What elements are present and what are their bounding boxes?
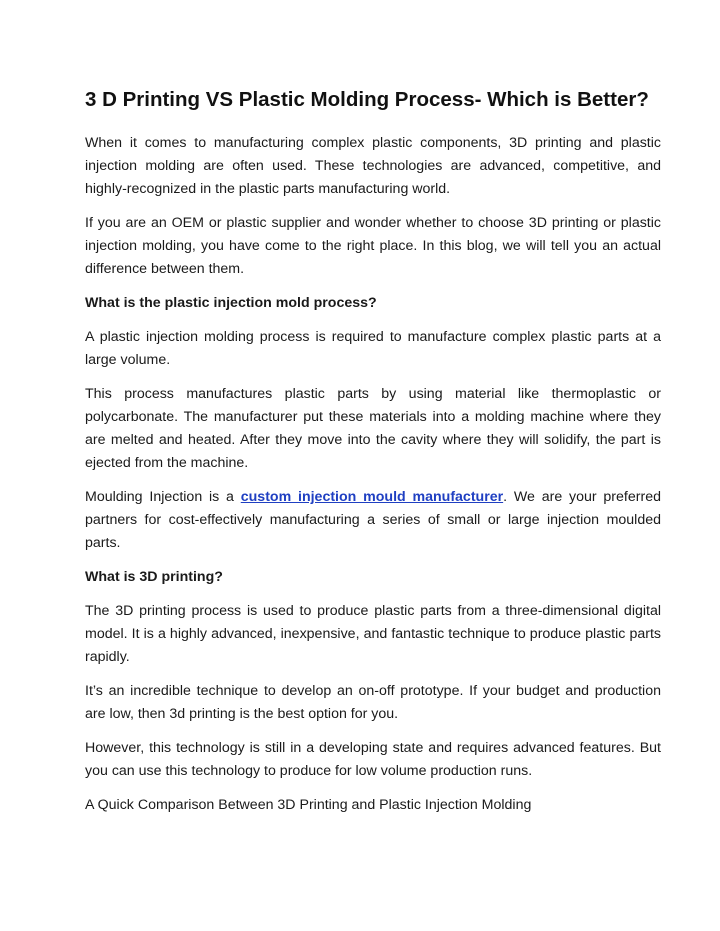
paragraph-comparison-heading: A Quick Comparison Between 3D Printing and Plastic Injection Molding	[85, 797, 532, 813]
paragraph-oem: If you are an OEM or plastic supplier and wonder whether to choose 3D printing or plastic injection molding, you have come to the right place. In this blog, we will tell you an actual difference between them.	[85, 215, 661, 277]
manufacturer-text-after: . We are your preferred partners for cost-effectively manufacturing a series of small or large injection moulded parts.	[85, 489, 661, 551]
paragraph-developing-state: However, this technology is still in a developing state and requires advanced features. But you can use this technology to produce for low volume production runs.	[85, 740, 661, 779]
paragraph-intro: When it comes to manufacturing complex plastic components, 3D printing and plastic injection molding are often used. These technologies are advanced, competitive, and highly-recognized in the plastic parts manufacturing world.	[85, 135, 661, 197]
document-title: 3 D Printing VS Plastic Molding Process- Which is Better?	[85, 88, 649, 111]
heading-injection-process: What is the plastic injection mold process?	[85, 295, 377, 311]
paragraph-3d-process: The 3D printing process is used to produce plastic parts from a three-dimensional digital model. It is a highly advanced, inexpensive, and fantastic technique to produce plastic parts rapidly.	[85, 603, 661, 665]
paragraph-manufacturer	[85, 486, 661, 555]
manufacturer-text-before: Moulding Injection is a	[85, 489, 241, 505]
paragraph-prototype: It’s an incredible technique to develop an on-off prototype. If your budget and production are low, then 3d printing is the best option for you.	[85, 683, 661, 722]
paragraph-injection-volume: A plastic injection molding process is required to manufacture complex plastic parts at a large volume.	[85, 329, 661, 368]
heading-3d-printing: What is 3D printing?	[85, 569, 223, 585]
paragraph-injection-materials: This process manufactures plastic parts by using material like thermoplastic or polycarbonate. The manufacturer put these materials into a molding machine where they are melted and heated. After they move into the cavity where they will solidify, the part is ejected from the machine.	[85, 386, 661, 471]
manufacturer-link[interactable]: custom injection mould manufacturer	[240, 489, 504, 505]
document-page	[85, 86, 661, 828]
